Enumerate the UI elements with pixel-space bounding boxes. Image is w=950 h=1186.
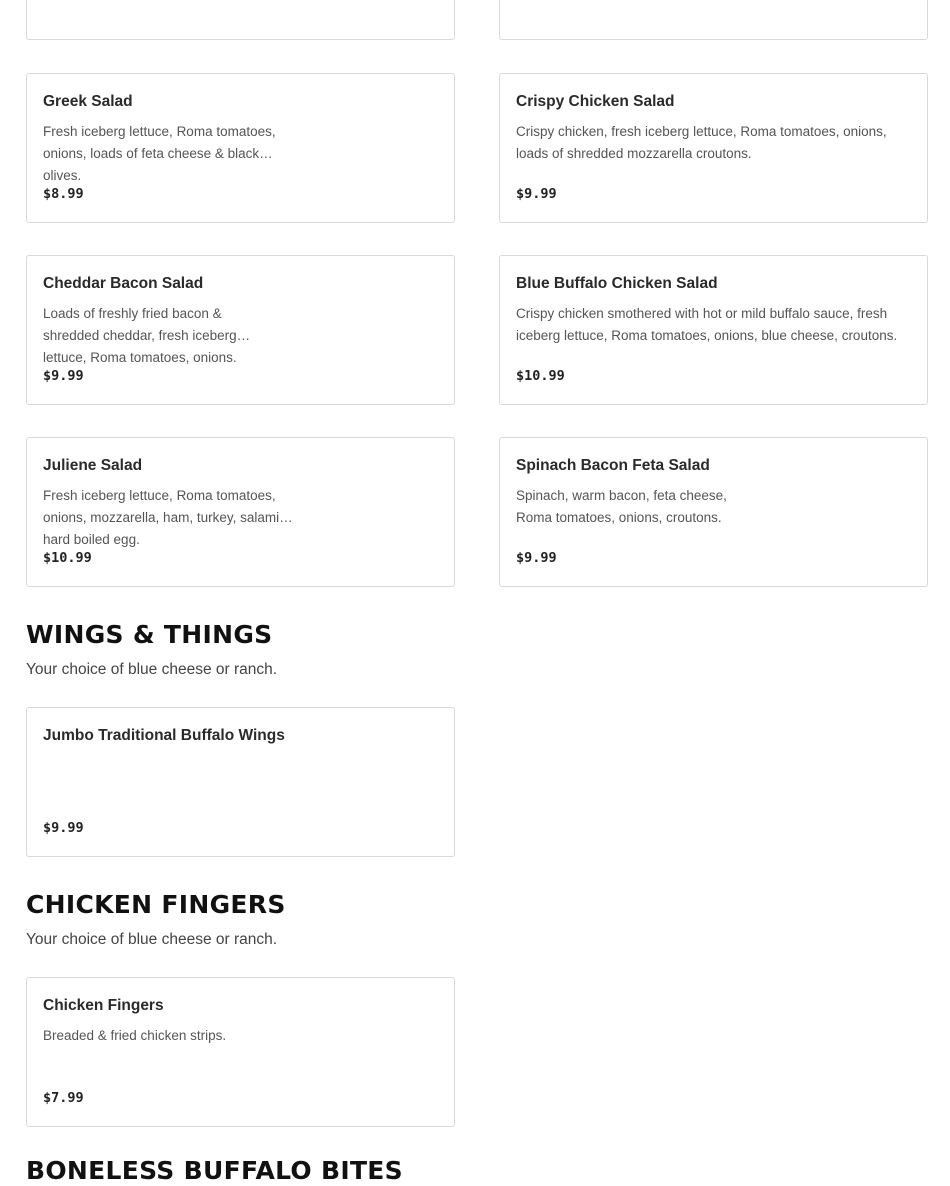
section-subtitle-wings: Your choice of blue cheese or ranch.: [26, 661, 278, 678]
menu-item-price: $10.99: [516, 368, 565, 384]
menu-item-card-chicken-fingers[interactable]: [26, 977, 455, 1127]
section-title-boneless-bites: BONELESS BUFFALO BITES: [26, 1156, 403, 1185]
menu-item-price: $10.99: [43, 550, 92, 566]
menu-item-name: Greek Salad: [43, 93, 133, 110]
menu-item-description: Crispy chicken, fresh iceberg lettuce, Roma tomatoes, onions, loads of shredded mozzarella croutons.: [516, 124, 887, 161]
menu-item-card-blue-buffalo-chicken-salad[interactable]: [499, 255, 928, 405]
menu-item-description: Fresh iceberg lettuce, Roma tomatoes, onions, mozzarella, ham, turkey, salami, hard boiled egg.: [43, 488, 283, 547]
menu-item-price: $9.99: [516, 550, 557, 566]
menu-item-name: Crispy Chicken Salad: [516, 93, 675, 110]
menu-item-card-greek-salad[interactable]: [26, 73, 455, 223]
menu-item-description: Spinach, warm bacon, feta cheese, Roma tomatoes, onions, croutons.: [516, 488, 727, 525]
menu-item-card-crispy-chicken-salad[interactable]: [499, 73, 928, 223]
menu-item-name: Cheddar Bacon Salad: [43, 275, 204, 292]
menu-item-price: $9.99: [43, 368, 84, 384]
menu-item-name: Jumbo Traditional Buffalo Wings: [43, 727, 285, 744]
menu-item-card-spinach-bacon-feta-salad[interactable]: [499, 437, 928, 587]
menu-item-description: Fresh iceberg lettuce, Roma tomatoes, onions, loads of feta cheese & black olives.: [43, 124, 276, 183]
menu-item-card-juliene-salad[interactable]: [26, 437, 455, 587]
menu-item-price: $9.99: [516, 186, 557, 202]
menu-item-price: $9.99: [43, 820, 84, 836]
menu-item-card[interactable]: [499, 0, 928, 40]
menu-item-price: $8.99: [43, 186, 84, 202]
menu-item-card-jumbo-wings[interactable]: [26, 707, 455, 857]
section-title-wings: WINGS & THINGS: [26, 620, 273, 649]
menu-item-description: Loads of freshly fried bacon & shredded cheddar, fresh iceberg lettuce, Roma tomatoes, onions.: [43, 306, 237, 365]
menu-item-name: Juliene Salad: [43, 457, 143, 474]
menu-item-card[interactable]: [26, 0, 455, 40]
section-subtitle-chicken-fingers: Your choice of blue cheese or ranch.: [26, 931, 278, 948]
menu-item-name: Spinach Bacon Feta Salad: [516, 457, 710, 474]
menu-item-card-cheddar-bacon-salad[interactable]: [26, 255, 455, 405]
menu-item-price: $7.99: [43, 1090, 84, 1106]
menu-item-description: Breaded & fried chicken strips.: [43, 1028, 227, 1043]
menu-item-description: Crispy chicken smothered with hot or mild buffalo sauce, fresh iceberg lettuce, Roma tomatoes, onions, blue cheese, croutons.: [516, 306, 898, 343]
menu-item-name: Blue Buffalo Chicken Salad: [516, 275, 718, 292]
menu-item-name: Chicken Fingers: [43, 997, 164, 1014]
section-title-chicken-fingers: CHICKEN FINGERS: [26, 890, 286, 919]
